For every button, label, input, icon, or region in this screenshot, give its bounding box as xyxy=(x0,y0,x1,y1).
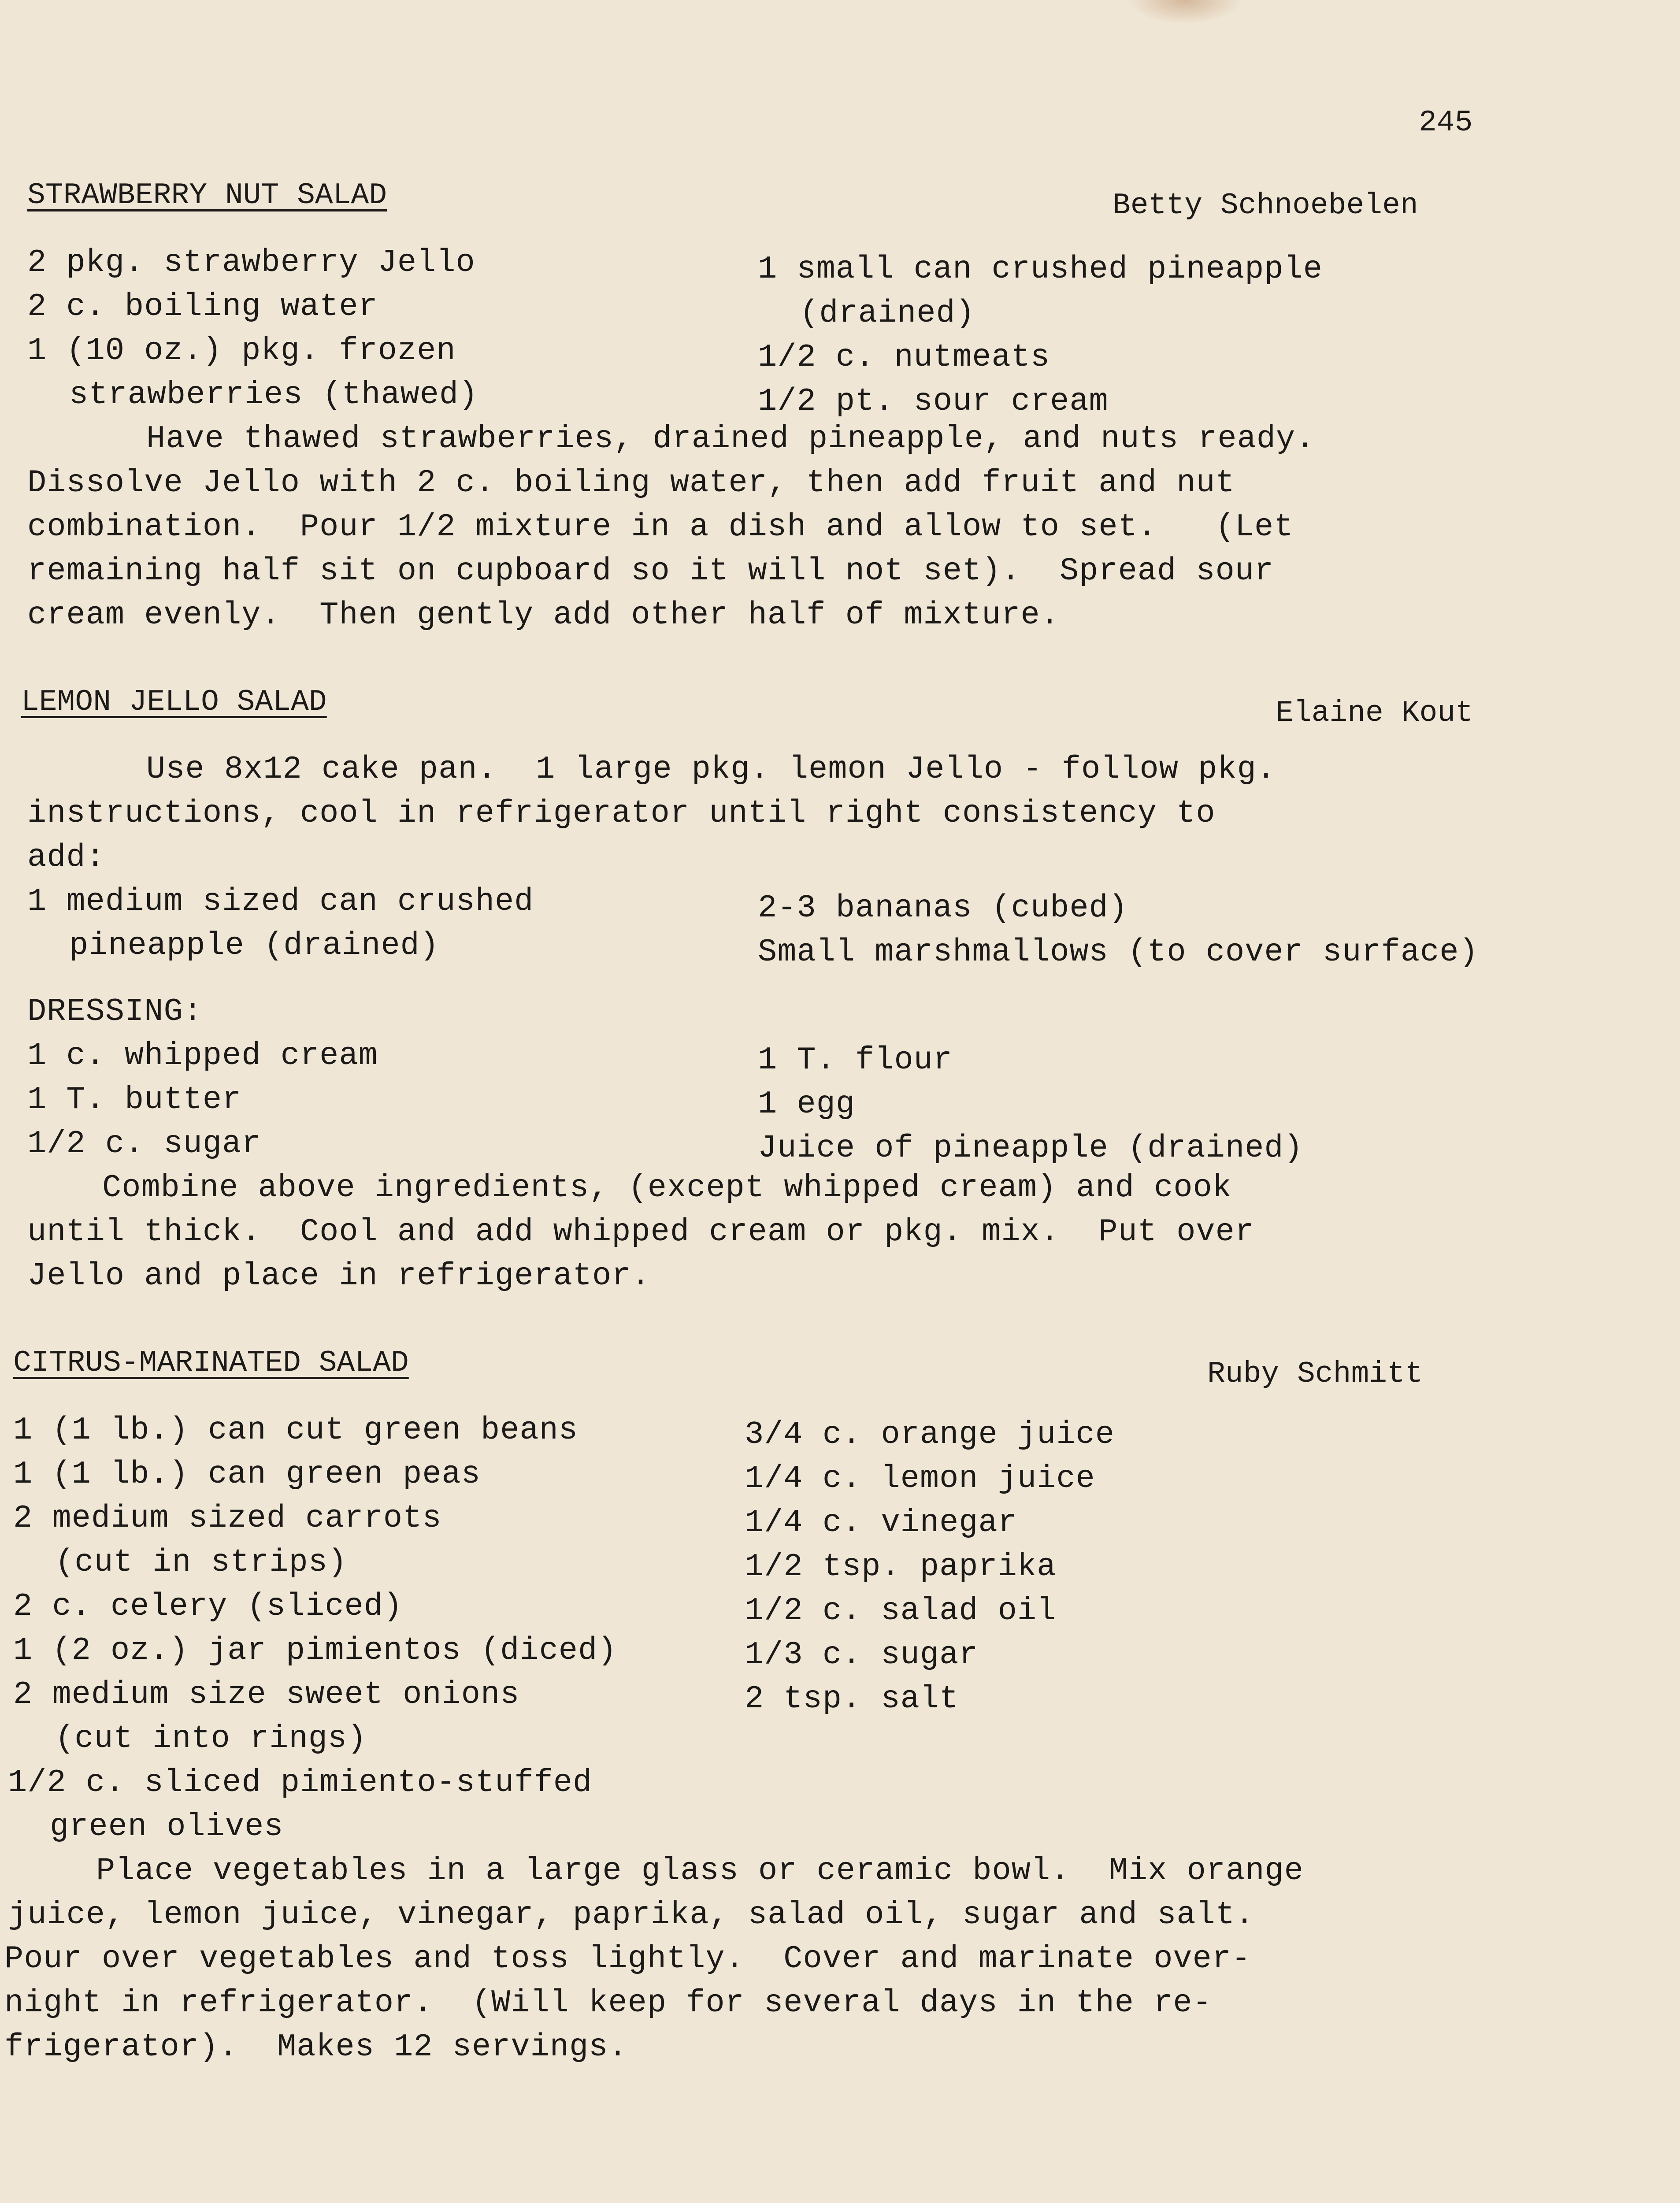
direction-line: remaining half sit on cupboard so it will not set). Spread sour xyxy=(27,553,1274,589)
ingredient-line: 1 (1 lb.) can green peas xyxy=(13,1456,481,1492)
direction-line: Place vegetables in a large glass or ceramic bowl. Mix orange xyxy=(96,1853,1304,1889)
ingredient-line: (drained) xyxy=(800,295,975,331)
ingredient-line: 3/4 c. orange juice xyxy=(745,1417,1115,1453)
ingredient-line: 2 pkg. strawberry Jello xyxy=(27,245,475,281)
ingredient-line: pineapple (drained) xyxy=(69,927,439,964)
contributor-betty-schnoebelen: Betty Schnoebelen xyxy=(1113,189,1418,223)
direction-line: cream evenly. Then gently add other half of mixture. xyxy=(27,597,1060,633)
recipe-title-strawberry-nut-salad: STRAWBERRY NUT SALAD xyxy=(27,178,387,212)
ingredient-line: 1/4 c. vinegar xyxy=(745,1505,1017,1541)
paper-stain xyxy=(1128,0,1242,24)
ingredient-line: 2 tsp. salt xyxy=(745,1681,959,1717)
intro-line: add: xyxy=(27,839,105,875)
ingredient-line: 1 (10 oz.) pkg. frozen xyxy=(27,333,456,369)
dressing-line: Juice of pineapple (drained) xyxy=(758,1130,1303,1166)
ingredient-line: strawberries (thawed) xyxy=(69,377,478,413)
page-number: 245 xyxy=(1419,106,1473,140)
ingredient-line: 1/4 c. lemon juice xyxy=(745,1461,1095,1497)
intro-line: instructions, cool in refrigerator until right consistency to xyxy=(27,795,1216,831)
ingredient-line: 2 medium sized carrots xyxy=(13,1500,442,1536)
direction-line: juice, lemon juice, vinegar, paprika, salad oil, sugar and salt. xyxy=(8,1897,1255,1933)
direction-line: Jello and place in refrigerator. xyxy=(27,1258,651,1294)
direction-line: combination. Pour 1/2 mixture in a dish and allow to set. (Let xyxy=(27,509,1294,545)
dressing-line: 1 c. whipped cream xyxy=(27,1038,378,1074)
direction-line: Have thawed strawberries, drained pineapple, and nuts ready. xyxy=(146,421,1315,457)
direction-line: frigerator). Makes 12 servings. xyxy=(4,2029,628,2065)
recipe-title-lemon-jello-salad: LEMON JELLO SALAD xyxy=(21,685,327,719)
ingredient-line: 1/2 c. salad oil xyxy=(745,1593,1057,1629)
ingredient-line: 2-3 bananas (cubed) xyxy=(758,890,1128,926)
ingredient-line: 1 medium sized can crushed xyxy=(27,883,534,920)
ingredient-line: 1/2 c. nutmeats xyxy=(758,339,1050,375)
recipe-title-citrus-marinated-salad: CITRUS-MARINATED SALAD xyxy=(13,1346,409,1380)
contributor-ruby-schmitt: Ruby Schmitt xyxy=(1207,1357,1423,1391)
ingredient-line: 1/2 pt. sour cream xyxy=(758,383,1109,419)
direction-line: Combine above ingredients, (except whipped cream) and cook xyxy=(102,1170,1232,1206)
ingredient-line: (cut into rings) xyxy=(55,1721,367,1757)
contributor-elaine-kout: Elaine Kout xyxy=(1276,696,1473,730)
ingredient-line: 2 c. celery (sliced) xyxy=(13,1588,403,1624)
dressing-line: 1 egg xyxy=(758,1086,856,1122)
direction-line: night in refrigerator. (Will keep for several days in the re- xyxy=(4,1985,1212,2021)
ingredient-line: 2 c. boiling water xyxy=(27,289,378,325)
dressing-label: DRESSING: xyxy=(27,994,203,1030)
ingredient-line: (cut in strips) xyxy=(55,1544,348,1580)
ingredient-line: 1 (2 oz.) jar pimientos (diced) xyxy=(13,1632,617,1669)
direction-line: until thick. Cool and add whipped cream or pkg. mix. Put over xyxy=(27,1214,1255,1250)
intro-line: Use 8x12 cake pan. 1 large pkg. lemon Jello - follow pkg. xyxy=(146,751,1276,787)
ingredient-line: 1 (1 lb.) can cut green beans xyxy=(13,1412,579,1448)
direction-line: Pour over vegetables and toss lightly. Cover and marinate over- xyxy=(4,1941,1251,1977)
ingredient-line: 1 small can crushed pineapple xyxy=(758,251,1323,287)
ingredient-line: 2 medium size sweet onions xyxy=(13,1676,520,1713)
ingredient-line: green olives xyxy=(50,1809,284,1845)
dressing-line: 1/2 c. sugar xyxy=(27,1126,261,1162)
ingredient-line: 1/2 c. sliced pimiento-stuffed xyxy=(8,1765,593,1801)
ingredient-line: Small marshmallows (to cover surface) xyxy=(758,934,1479,970)
ingredient-line: 1/3 c. sugar xyxy=(745,1637,979,1673)
dressing-line: 1 T. butter xyxy=(27,1082,242,1118)
direction-line: Dissolve Jello with 2 c. boiling water, then add fruit and nut xyxy=(27,465,1235,501)
dressing-line: 1 T. flour xyxy=(758,1042,953,1078)
ingredient-line: 1/2 tsp. paprika xyxy=(745,1549,1057,1585)
